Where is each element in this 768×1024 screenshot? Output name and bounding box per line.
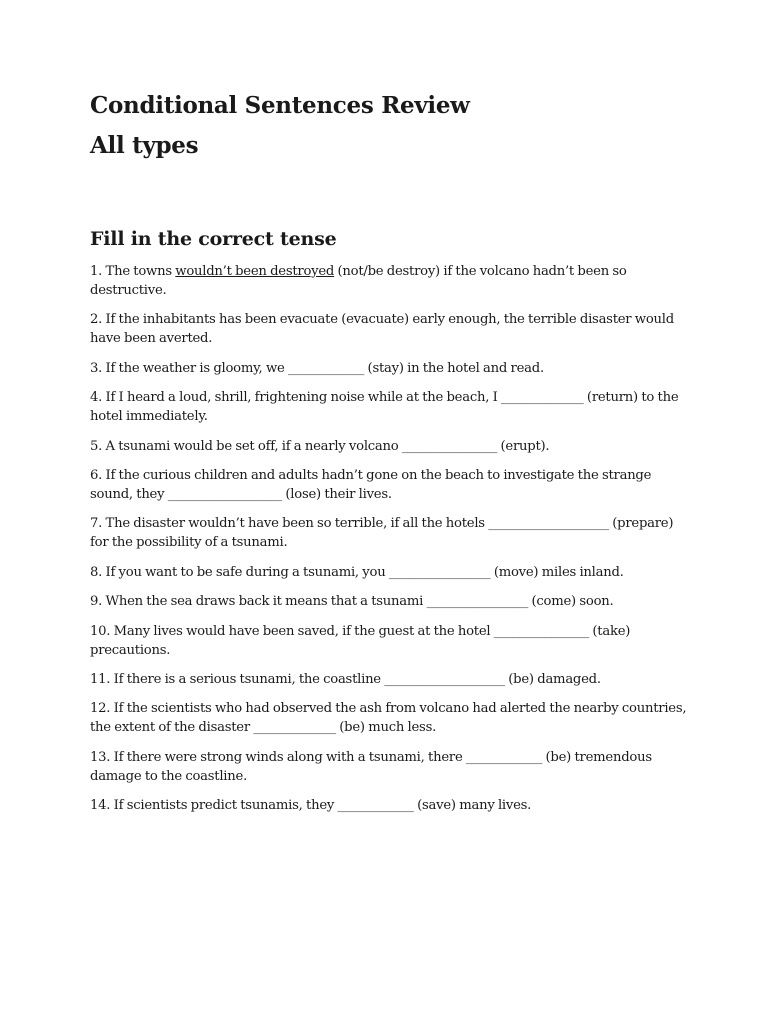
exercise-item	[90, 359, 690, 378]
exercise-text: 6. If the curious children and adults hadn’t gone on the beach to investigate the strange sound, they __________________ (lose) their lives.	[90, 467, 652, 502]
exercise-item	[90, 748, 690, 786]
exercise-item	[90, 466, 690, 504]
exercise-item	[90, 437, 690, 456]
exercise-item	[90, 622, 690, 660]
exercise-list	[90, 262, 690, 825]
exercise-text: 2. If the inhabitants has been evacuate (evacuate) early enough, the terrible disaster would have been averted.	[90, 312, 674, 347]
exercise-item	[90, 388, 690, 426]
exercise-item	[90, 310, 690, 348]
exercise-text: 5. A tsunami would be set off, if a nearly volcano _______________ (erupt).	[90, 438, 550, 454]
section-heading: Fill in the correct tense	[90, 228, 337, 250]
exercise-text: 3. If the weather is gloomy, we ____________ (stay) in the hotel and read.	[90, 360, 544, 376]
exercise-item	[90, 796, 690, 815]
exercise-text-before: 1. The towns	[90, 264, 176, 279]
exercise-item	[90, 699, 690, 737]
exercise-answer: wouldn’t been destroyed	[175, 264, 335, 279]
exercise-text: 9. When the sea draws back it means that a tsunami ________________ (come) soon.	[90, 594, 614, 610]
exercise-item	[90, 670, 690, 689]
exercise-item	[90, 592, 690, 611]
exercise-text: 11. If there is a serious tsunami, the coastline ___________________ (be) damaged.	[90, 671, 601, 687]
exercise-text: 4. If I heard a loud, shrill, frightening noise while at the beach, I _____________ (return) to the hotel immediately.	[90, 390, 679, 425]
exercise-text: 7. The disaster wouldn’t have been so terrible, if all the hotels ___________________ (prepare) for the possibility of a tsunami.	[90, 516, 674, 551]
exercise-text: 12. If the scientists who had observed the ash from volcano had alerted the nearby countries, the extent of the disaster _____________ (be) much less.	[90, 701, 687, 736]
exercise-text-after: (not/be destroy) if the volcano hadn’t been so destructive.	[90, 264, 627, 298]
exercise-text: 13. If there were strong winds along with a tsunami, there ____________ (be) tremendous damage to the coastline.	[90, 749, 652, 784]
exercise-text: 10. Many lives would have been saved, if the guest at the hotel _______________ (take) precautions.	[90, 623, 631, 658]
exercise-item	[90, 262, 690, 300]
document-subtitle: All types	[90, 132, 199, 159]
exercise-item	[90, 563, 690, 582]
exercise-item	[90, 514, 690, 552]
document-title: Conditional Sentences Review	[90, 92, 470, 119]
exercise-text: 8. If you want to be safe during a tsunami, you ________________ (move) miles inland.	[90, 564, 624, 580]
exercise-text: 14. If scientists predict tsunamis, they ____________ (save) many lives.	[90, 798, 532, 814]
